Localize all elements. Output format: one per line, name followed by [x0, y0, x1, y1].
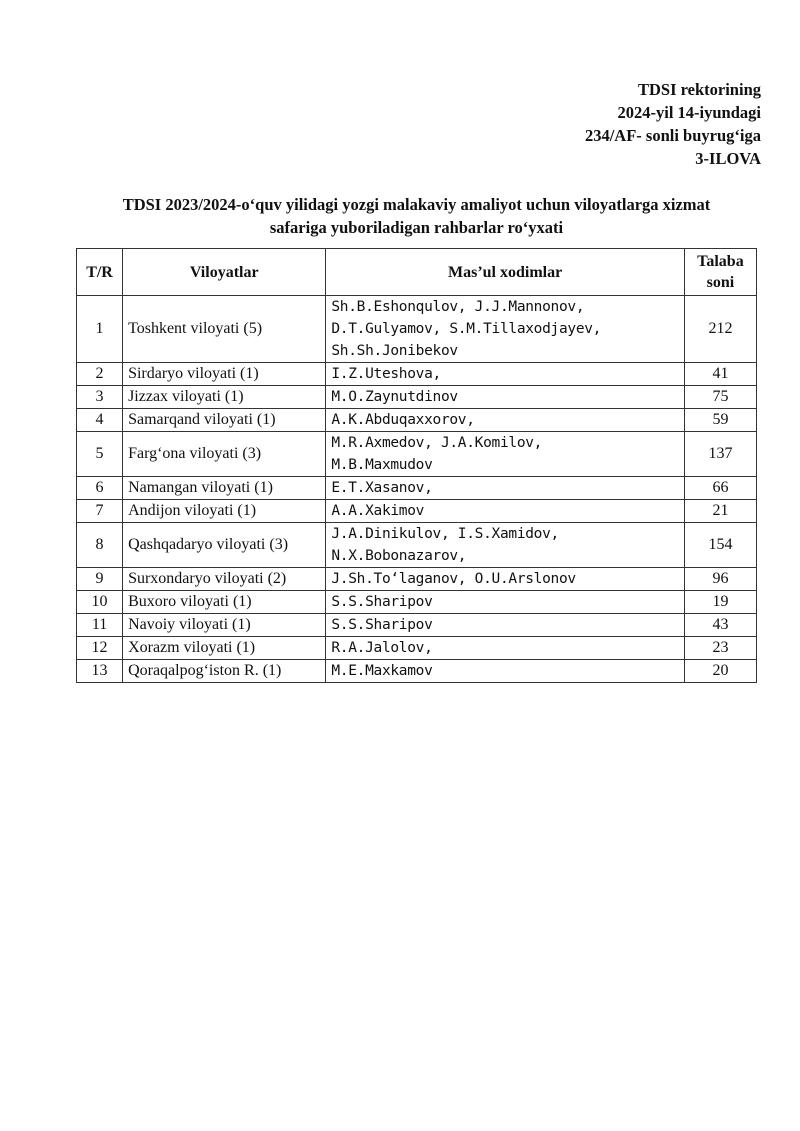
table-row	[77, 614, 757, 637]
row-number: 11	[77, 614, 123, 637]
row-number: 4	[77, 409, 123, 432]
row-staff	[326, 500, 685, 523]
row-staff	[326, 591, 685, 614]
row-student-count: 43	[684, 614, 756, 637]
row-student-count: 137	[684, 432, 756, 477]
row-number: 5	[77, 432, 123, 477]
row-region: Navoiy viloyati (1)	[123, 614, 326, 637]
row-number: 6	[77, 477, 123, 500]
row-number: 10	[77, 591, 123, 614]
staff-line: A.A.Xakimov	[331, 503, 425, 519]
row-region: Andijon viloyati (1)	[123, 500, 326, 523]
staff-line: S.S.Sharipov	[331, 617, 433, 633]
staff-line: E.T.Xasanov,	[331, 480, 433, 496]
row-student-count: 21	[684, 500, 756, 523]
header-staff: Mas’ul xodimlar	[326, 249, 685, 296]
table-header-row	[77, 249, 757, 296]
table-row	[77, 477, 757, 500]
assignment-table	[76, 248, 757, 683]
row-region: Buxoro viloyati (1)	[123, 591, 326, 614]
row-number: 13	[77, 660, 123, 683]
staff-line: J.Sh.To‘laganov, O.U.Arslonov	[331, 571, 576, 587]
row-staff	[326, 363, 685, 386]
staff-line: D.T.Gulyamov, S.M.Tillaxodjayev,	[331, 321, 602, 337]
staff-line: N.X.Bobonazarov,	[331, 548, 467, 564]
table-row	[77, 523, 757, 568]
row-staff	[326, 477, 685, 500]
staff-line: A.K.Abduqaxxorov,	[331, 412, 475, 428]
row-student-count: 41	[684, 363, 756, 386]
row-staff	[326, 614, 685, 637]
row-region: Toshkent viloyati (5)	[123, 296, 326, 363]
staff-line: S.S.Sharipov	[331, 594, 433, 610]
row-student-count: 20	[684, 660, 756, 683]
header-line-order: 234/AF- sonli buyrug‘iga	[584, 126, 761, 145]
row-student-count: 59	[684, 409, 756, 432]
table-row	[77, 568, 757, 591]
row-staff	[326, 523, 685, 568]
header-student-count	[684, 249, 756, 296]
row-region: Samarqand viloyati (1)	[123, 409, 326, 432]
row-number: 3	[77, 386, 123, 409]
row-student-count: 96	[684, 568, 756, 591]
header-line-appendix: 3-ILOVA	[695, 149, 761, 168]
row-region: Surxondaryo viloyati (2)	[123, 568, 326, 591]
row-student-count: 66	[684, 477, 756, 500]
table-body	[77, 296, 757, 683]
table-row	[77, 296, 757, 363]
title-line-2: safariga yuboriladigan rahbarlar ro‘yxati	[269, 218, 564, 237]
table-row	[77, 363, 757, 386]
row-staff	[326, 409, 685, 432]
row-region: Farg‘ona viloyati (3)	[123, 432, 326, 477]
header-line-date: 2024-yil 14-iyundagi	[617, 103, 761, 122]
staff-line: R.A.Jalolov,	[331, 640, 433, 656]
row-region: Qoraqalpog‘iston R. (1)	[123, 660, 326, 683]
row-number: 7	[77, 500, 123, 523]
order-reference-header	[585, 78, 761, 170]
row-student-count: 75	[684, 386, 756, 409]
header-number: T/R	[77, 249, 123, 296]
table-row	[77, 500, 757, 523]
table-row	[77, 637, 757, 660]
row-staff	[326, 660, 685, 683]
row-staff	[326, 296, 685, 363]
row-student-count: 23	[684, 637, 756, 660]
row-number: 9	[77, 568, 123, 591]
row-region: Xorazm viloyati (1)	[123, 637, 326, 660]
row-number: 12	[77, 637, 123, 660]
row-student-count: 154	[684, 523, 756, 568]
row-region: Jizzax viloyati (1)	[123, 386, 326, 409]
row-staff	[326, 432, 685, 477]
staff-line: Sh.B.Eshonqulov, J.J.Mannonov,	[331, 299, 585, 315]
row-number: 8	[77, 523, 123, 568]
staff-line: M.E.Maxkamov	[331, 663, 433, 679]
header-line-rector: TDSI rektorining	[637, 80, 761, 99]
title-line-1: TDSI 2023/2024-o‘quv yilidagi yozgi malakaviy amaliyot uchun viloyatlarga xizmat	[122, 195, 711, 214]
staff-line: Sh.Sh.Jonibekov	[331, 343, 458, 359]
table-row	[77, 591, 757, 614]
header-regions: Viloyatlar	[123, 249, 326, 296]
staff-line: M.B.Maxmudov	[331, 457, 433, 473]
document-title	[76, 193, 757, 239]
table-row	[77, 409, 757, 432]
table-row	[77, 432, 757, 477]
table-row	[77, 660, 757, 683]
row-staff	[326, 637, 685, 660]
row-number: 1	[77, 296, 123, 363]
staff-line: M.O.Zaynutdinov	[331, 389, 458, 405]
staff-line: J.A.Dinikulov, I.S.Xamidov,	[331, 526, 559, 542]
row-staff	[326, 568, 685, 591]
table-row	[77, 386, 757, 409]
row-staff	[326, 386, 685, 409]
staff-line: M.R.Axmedov, J.A.Komilov,	[331, 435, 543, 451]
header-count-line-1: Talaba	[697, 253, 744, 270]
row-region: Sirdaryo viloyati (1)	[123, 363, 326, 386]
staff-line: I.Z.Uteshova,	[331, 366, 441, 382]
row-student-count: 212	[684, 296, 756, 363]
row-number: 2	[77, 363, 123, 386]
row-region: Qashqadaryo viloyati (3)	[123, 523, 326, 568]
row-region: Namangan viloyati (1)	[123, 477, 326, 500]
header-count-line-2: soni	[706, 274, 735, 291]
row-student-count: 19	[684, 591, 756, 614]
